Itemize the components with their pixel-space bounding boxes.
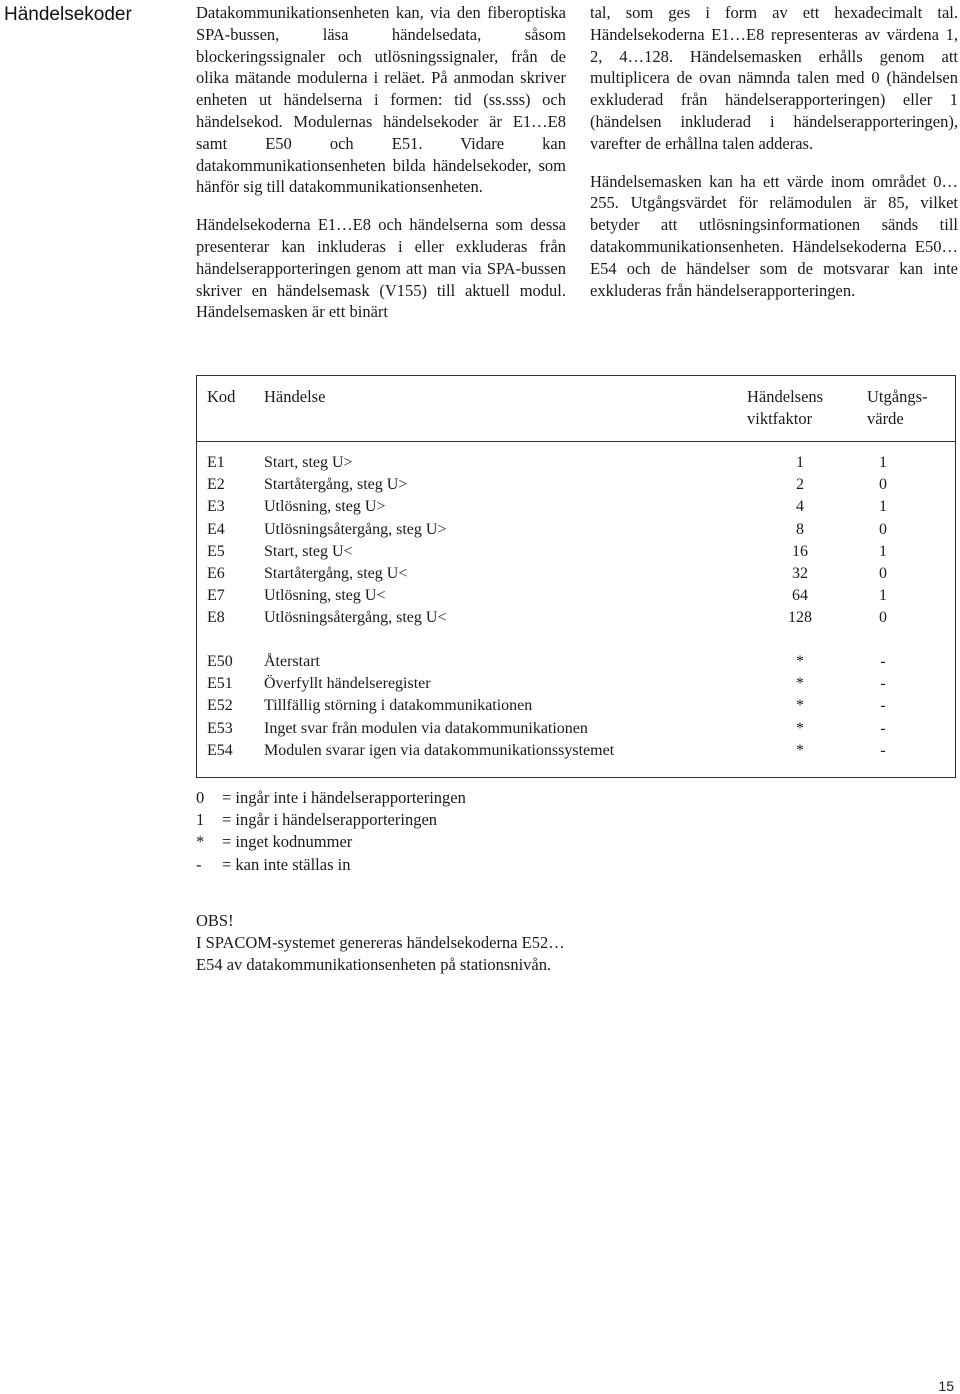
cell-vikt: 128	[788, 609, 812, 627]
cell-kod: E50	[207, 653, 233, 670]
cell-utg: -	[880, 675, 886, 693]
left-paragraph-2: Händelsekoderna E1…E8 och händelserna som dessa presenterar kan inkluderas i eller exkluderas från händelserapporteringen genom att man via SPA-bussen skriver en händelsemask (V155) till aktuell modul. Händelsemasken är ett binärt	[196, 215, 566, 322]
cell-vikt: 1	[796, 454, 804, 471]
legend-symbol: 1	[196, 810, 205, 830]
right-paragraph-1: tal, som ges i form av ett hexadecimalt tal. Händelsekoderna E1…E8 representeras av värdena 1, 2, 4…128. Händelsemasken erhålls genom att multiplicera de ovan nämnda talen med 0 (händelsen exkluderad från händelserapporteringen) eller 1 (händelsen inkluderad i händelserapporteringen), varefter de erhållna talen adderas.	[590, 3, 958, 153]
cell-vikt: *	[796, 719, 804, 737]
cell-handelse: Utlösning, steg U>	[264, 498, 386, 516]
cell-utg: 0	[879, 564, 887, 582]
cell-kod: E8	[207, 609, 225, 627]
cell-handelse: Utlösningsåtergång, steg U>	[264, 520, 447, 538]
cell-utg: -	[880, 697, 886, 715]
cell-kod: E4	[207, 520, 225, 538]
cell-utg: -	[880, 719, 886, 737]
table-row	[197, 498, 955, 520]
legend-text: = ingår i händelserapporteringen	[222, 810, 438, 830]
cell-kod: E3	[207, 498, 225, 516]
cell-utg: 1	[879, 542, 887, 560]
cell-kod: E52	[207, 697, 233, 715]
cell-utg: 0	[879, 609, 887, 627]
table-row	[197, 742, 955, 764]
cell-handelse: Startåtergång, steg U<	[264, 564, 408, 582]
legend-symbol: -	[196, 854, 202, 874]
header-handelse: Händelse	[264, 387, 326, 406]
header-kod: Kod	[207, 387, 236, 406]
cell-handelse: Återstart	[264, 653, 320, 670]
table-row	[197, 697, 955, 719]
cell-handelse: Tillfällig störning i datakommunikationen	[264, 697, 533, 715]
legend-text: = ingår inte i händelserapporteringen	[222, 788, 466, 807]
table-group-1	[197, 454, 955, 632]
legend-text: = kan inte ställas in	[222, 854, 351, 874]
header-utgangsvarde: Utgångs-värde	[867, 387, 928, 429]
cell-kod: E1	[207, 454, 225, 471]
page-number: 15	[938, 1378, 954, 1394]
table-row	[197, 521, 955, 543]
table-row	[197, 543, 955, 565]
cell-vikt: 64	[792, 587, 808, 605]
cell-handelse: Start, steg U<	[264, 542, 353, 560]
cell-handelse: Modulen svarar igen via datakommunikationssystemet	[264, 741, 615, 759]
cell-handelse: Start, steg U>	[264, 454, 353, 471]
cell-handelse: Startåtergång, steg U>	[264, 476, 408, 494]
cell-vikt: *	[796, 741, 804, 759]
cell-utg: 0	[879, 476, 887, 494]
cell-vikt: 16	[792, 542, 808, 560]
obs-label: OBS!	[196, 911, 234, 930]
cell-kod: E53	[207, 719, 233, 737]
cell-kod: E6	[207, 564, 225, 582]
cell-utg: -	[880, 653, 886, 670]
cell-kod: E54	[207, 741, 233, 759]
cell-utg: 0	[879, 520, 887, 538]
legend-symbol: 0	[196, 788, 205, 807]
table-row	[197, 454, 955, 476]
left-paragraph-1: Datakommunikationsenheten kan, via den fiberoptiska SPA-bussen, läsa händelsedata, såsom blockeringssignaler och utlösningssignaler, från de olika mätande modulerna i reläet. På anmodan skriver enheten ut händelserna i formen: tid (ss.sss) och händelsekod. Modulernas händelsekoder är E1…E8 samt E50 och E51. Vidare kan datakommunikationsenheten bilda händelsekoder, som hänför sig till datakommunikationsenheten.	[196, 3, 566, 197]
cell-handelse: Inget svar från modulen via datakommunikationen	[264, 719, 588, 737]
cell-handelse: Utlösning, steg U<	[264, 587, 386, 605]
cell-vikt: *	[796, 675, 804, 693]
cell-kod: E51	[207, 675, 233, 693]
right-paragraph-2: Händelsemasken kan ha ett värde inom området 0…255. Utgångsvärdet för relämodulen är 85, vilket betyder att utlösningsinformationen sänds till datakommunikationsenheten. Händelsekoderna E50…E54 och de händelser som de motsvarar kan inte exkluderas från händelserapporteringen.	[590, 171, 958, 300]
cell-vikt: *	[796, 653, 804, 670]
cell-utg: 1	[879, 454, 887, 471]
cell-handelse: Utlösningsåtergång, steg U<	[264, 609, 447, 627]
cell-handelse: Överfyllt händelseregister	[264, 675, 431, 693]
table-group-2	[197, 653, 955, 764]
cell-vikt: 32	[792, 564, 808, 582]
legend-symbol: *	[196, 832, 205, 852]
header-divider	[197, 441, 955, 442]
cell-kod: E7	[207, 587, 225, 605]
legend-text: = inget kodnummer	[222, 832, 353, 852]
cell-utg: -	[880, 741, 886, 759]
table-row	[197, 609, 955, 631]
cell-vikt: 4	[796, 498, 804, 516]
obs-note	[196, 910, 576, 975]
cell-utg: 1	[879, 498, 887, 516]
table-row	[197, 720, 955, 742]
event-code-table	[196, 375, 956, 778]
cell-vikt: 2	[796, 476, 804, 494]
obs-text: I SPACOM-systemet genereras händelsekoderna E52…E54 av datakommunikationsenheten på stationsnivån.	[196, 932, 565, 974]
header-viktfaktor: Händelsens viktfaktor	[747, 387, 824, 429]
table-row	[197, 587, 955, 609]
table-row	[197, 675, 955, 697]
cell-utg: 1	[879, 587, 887, 605]
cell-kod: E5	[207, 542, 225, 560]
cell-kod: E2	[207, 476, 225, 494]
section-title: Händelsekoder	[4, 4, 132, 25]
right-text-column	[590, 2, 958, 317]
table-row	[197, 653, 955, 675]
cell-vikt: *	[796, 697, 804, 715]
table-row	[197, 476, 955, 498]
table-row	[197, 565, 955, 587]
cell-vikt: 8	[796, 520, 804, 538]
left-text-column	[196, 2, 566, 339]
